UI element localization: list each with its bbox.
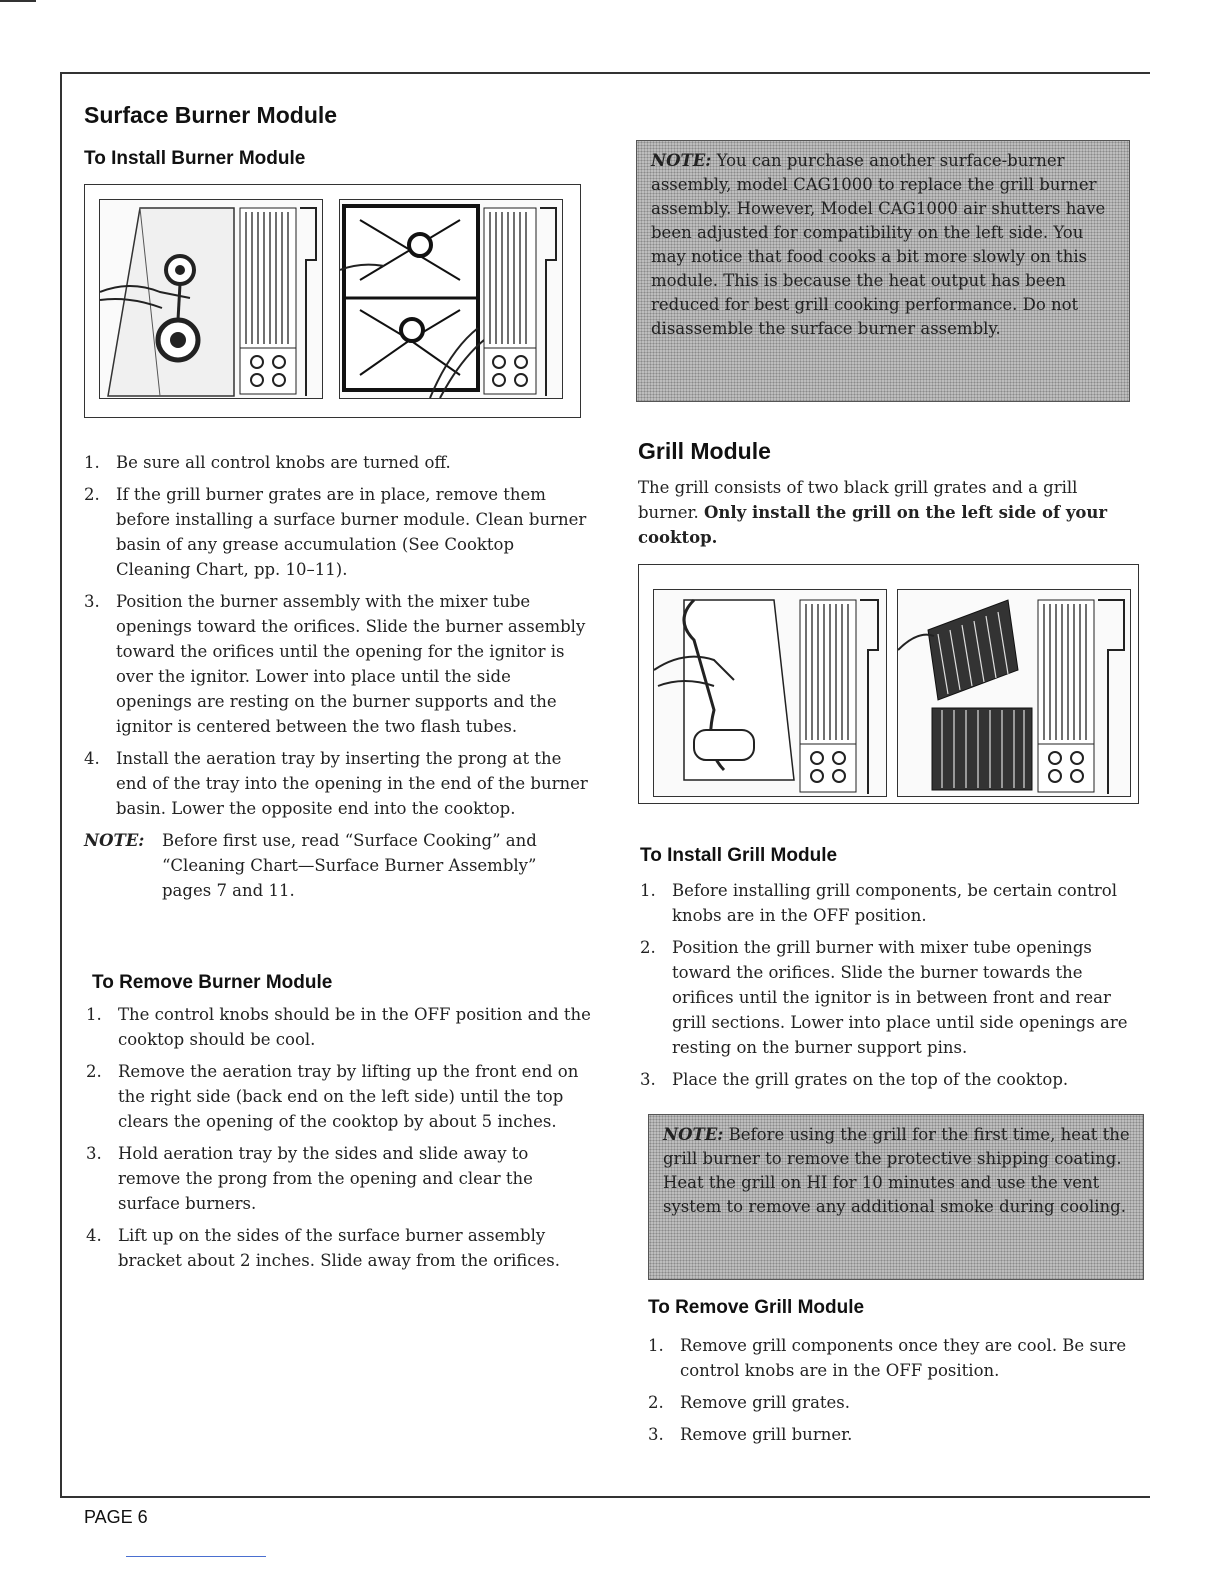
list-item xyxy=(648,1422,1148,1447)
step-text: Remove grill grates. xyxy=(680,1393,851,1412)
list-item xyxy=(86,1223,592,1273)
list-item xyxy=(640,878,1140,928)
grill-intro xyxy=(638,475,1138,550)
note-label: NOTE: xyxy=(84,831,145,850)
step-text: The control knobs should be in the OFF position and the cooktop should be cool. xyxy=(118,1005,591,1049)
note-label: NOTE: xyxy=(663,1125,724,1144)
step-number: 3. xyxy=(640,1070,656,1089)
step-number: 4. xyxy=(84,749,100,768)
step-text: Be sure all control knobs are turned off. xyxy=(116,453,451,472)
step-number: 2. xyxy=(648,1393,664,1412)
burner-drawing-right xyxy=(340,200,562,398)
step-text: If the grill burner grates are in place, remove them before installing a surface burner module. Clean burner basin of any grease accumulation (See Cooktop Cleaning Chart, pp. 10–11). xyxy=(116,485,587,579)
page-title: Surface Burner Module xyxy=(84,102,338,128)
step-text: Place the grill grates on the top of the cooktop. xyxy=(672,1070,1069,1089)
step-text: Hold aeration tray by the sides and slide away to remove the prong from the opening and clear the surface burners. xyxy=(118,1144,533,1213)
list-item xyxy=(86,1141,592,1216)
step-number: 1. xyxy=(86,1005,102,1024)
step-text: Position the grill burner with mixer tube openings toward the orifices. Slide the burner towards the orifices until the ignitor is in between front and rear grill sections. Lower into place until side openings are resting on the burner support pins. xyxy=(672,938,1128,1057)
step-text: Lift up on the sides of the surface burner assembly bracket about 2 inches. Slide away from the orifices. xyxy=(118,1226,560,1270)
list-item xyxy=(648,1390,1148,1415)
grill-illustration-left xyxy=(653,589,887,797)
list-item xyxy=(84,450,590,475)
list-item xyxy=(648,1333,1148,1383)
bottom-link-rule xyxy=(126,1556,266,1557)
note-text: Before using the grill for the first time, heat the grill burner to remove the protective shipping coating. Heat the grill on HI for 10 minutes and use the vent system to remove any additional smoke during cooling. xyxy=(663,1125,1130,1216)
step-number: 1. xyxy=(648,1336,664,1355)
grill-intro-paragraph xyxy=(638,475,1138,550)
remove-burner-heading: To Remove Burner Module xyxy=(92,972,333,993)
install-grill-figure xyxy=(638,564,1139,804)
grill-drawing-right xyxy=(898,590,1130,796)
list-item xyxy=(84,746,590,821)
install-burner-heading: To Install Burner Module xyxy=(84,148,306,169)
install-grill-steps xyxy=(640,878,1140,1099)
install-burner-note xyxy=(84,828,590,903)
list-item xyxy=(86,1002,592,1052)
list-item xyxy=(86,1059,592,1134)
page-number: PAGE 6 xyxy=(84,1507,148,1527)
list-item xyxy=(84,589,590,739)
list-item xyxy=(84,482,590,582)
frame-left-rule xyxy=(60,72,62,1497)
note-label: NOTE: xyxy=(651,151,712,170)
note-text: Before first use, read “Surface Cooking” and “Cleaning Chart—Surface Burner Assembly” pages 7 and 11. xyxy=(162,831,537,900)
install-burner-steps xyxy=(84,450,590,911)
burner-drawing-left xyxy=(100,200,322,398)
grill-illustration-right xyxy=(897,589,1131,797)
grill-intro-bold: Only install the grill on the left side of your cooktop. xyxy=(638,503,1108,547)
step-number: 1. xyxy=(640,881,656,900)
note-box-surface-burner xyxy=(636,140,1130,402)
install-grill-heading: To Install Grill Module xyxy=(640,845,838,866)
step-number: 4. xyxy=(86,1226,102,1245)
remove-grill-heading: To Remove Grill Module xyxy=(648,1297,865,1318)
step-text: Position the burner assembly with the mixer tube openings toward the orifices. Slide the burner assembly toward the orifices until the opening for the ignitor is over the ignitor. Lower into place until the side openings are resting on the burner supports and the ignitor is centered between the two flash tubes. xyxy=(116,592,586,736)
step-text: Install the aeration tray by inserting the prong at the end of the tray into the opening in the end of the burner basin. Lower the opposite end into the cooktop. xyxy=(116,749,588,818)
list-item xyxy=(640,935,1140,1060)
corner-rule xyxy=(0,0,36,2)
grill-module-heading: Grill Module xyxy=(638,438,771,464)
step-number: 1. xyxy=(84,453,100,472)
burner-illustration-right xyxy=(339,199,563,399)
install-burner-figure xyxy=(84,184,581,418)
step-number: 2. xyxy=(86,1062,102,1081)
note-box-grill xyxy=(648,1114,1144,1280)
remove-grill-steps xyxy=(648,1333,1148,1454)
step-number: 3. xyxy=(86,1144,102,1163)
remove-burner-steps xyxy=(86,1002,592,1280)
step-text: Before installing grill components, be certain control knobs are in the OFF position. xyxy=(672,881,1117,925)
grill-intro-text: The grill consists of two black grill grates and a grill burner. xyxy=(638,478,1078,522)
note-text: You can purchase another surface-burner assembly, model CAG1000 to replace the grill burner assembly. However, Model CAG1000 air shutters have been adjusted for compatibility on the left side. You may notice that food cooks a bit more slowly on this module. This is because the heat output has been reduced for best grill cooking performance. Do not disassemble the surface burner assembly. xyxy=(651,151,1106,338)
step-text: Remove grill burner. xyxy=(680,1425,853,1444)
burner-illustration-left xyxy=(99,199,323,399)
grill-drawing-left xyxy=(654,590,886,796)
step-number: 2. xyxy=(640,938,656,957)
step-number: 3. xyxy=(84,592,100,611)
list-item xyxy=(640,1067,1140,1092)
step-number: 3. xyxy=(648,1425,664,1444)
frame-bottom-rule xyxy=(60,1496,1150,1498)
step-number: 2. xyxy=(84,485,100,504)
step-text: Remove the aeration tray by lifting up the front end on the right side (back end on the left side) until the top clears the opening of the cooktop by about 5 inches. xyxy=(118,1062,579,1131)
step-text: Remove grill components once they are cool. Be sure control knobs are in the OFF position. xyxy=(680,1336,1127,1380)
frame-top-rule xyxy=(60,72,1150,74)
